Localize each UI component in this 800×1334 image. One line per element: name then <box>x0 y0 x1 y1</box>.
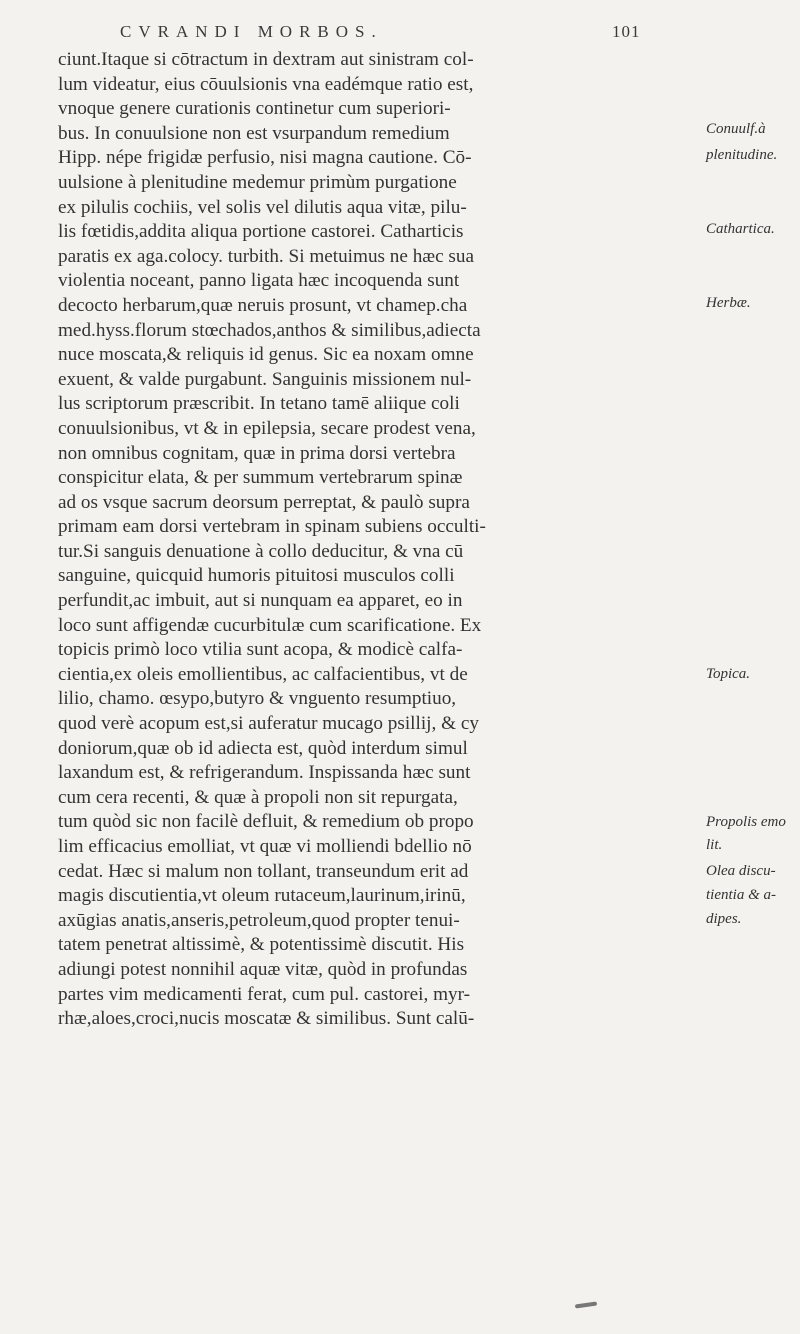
margin-note-propolis: Propolis emo <box>706 814 786 830</box>
text-line: non omnibus cognitam, quæ in prima dorsi vertebra <box>58 442 456 464</box>
text-line: perfundit,ac imbuit, aut si nunquam ea apparet, eo in <box>58 590 463 612</box>
text-line: ciunt.Itaque si cōtractum in dextram aut sinistram col- <box>58 49 474 70</box>
margin-note-propolis-cont: lit. <box>706 837 723 853</box>
margin-note-conuulsio: Conuulf.à <box>706 121 766 137</box>
text-line: conspicitur elata, & per summum vertebrarum spinæ <box>58 467 463 489</box>
text-line: doniorum,quæ ob id adiecta est, quòd interdum simul <box>58 737 468 759</box>
text-line: uulsione à plenitudine medemur primùm purgatione <box>58 171 457 193</box>
text-line: lim efficacius emolliat, vt quæ vi molliendi bdellio nō <box>58 836 472 857</box>
text-line: cientia,ex oleis emollientibus, ac calfacientibus, vt de <box>58 663 468 685</box>
running-head: CVRANDI MORBOS. <box>120 22 383 41</box>
text-line: loco sunt affigendæ cucurbitulæ cum scarificatione. Ex <box>58 614 482 636</box>
text-line: laxandum est, & refrigerandum. Inspissanda hæc sunt <box>58 762 471 784</box>
text-line: sanguine, quicquid humoris pituitosi musculos colli <box>58 565 455 587</box>
margin-note-plenitudo: plenitudine. <box>706 147 778 163</box>
text-line: ex pilulis cochiis, vel solis vel dilutis aqua vitæ, pilu- <box>58 196 467 218</box>
text-line: lus scriptorum præscribit. In tetano tamē aliique coli <box>58 393 460 415</box>
text-line: med.hyss.florum stœchados,anthos & similibus,adiecta <box>58 319 481 341</box>
text-line: primam eam dorsi vertebram in spinam subiens occulti- <box>58 516 486 538</box>
text-line: conuulsionibus, vt & in epilepsia, secare prodest vena, <box>58 417 476 439</box>
text-line: quod verè acopum est,si auferatur mucago psillij, & cy <box>58 713 479 735</box>
text-line: violentia noceant, panno ligata hæc incoquenda sunt <box>58 270 460 292</box>
margin-note-cathartica: Cathartica. <box>706 221 775 237</box>
text-line: rhæ,aloes,croci,nucis moscatæ & similibus. Sunt calū- <box>58 1008 475 1030</box>
margin-note-olea-cont: tientia & a- <box>706 887 776 903</box>
text-line: ad os vsque sacrum deorsum perreptat, & paulò supra <box>58 491 470 513</box>
text-line: axūgias anatis,anseris,petroleum,quod propter tenui- <box>58 909 460 931</box>
margin-note-herba: Herbæ. <box>706 295 751 311</box>
text-line: decocto herbarum,quæ neruis prosunt, vt chamep.cha <box>58 294 468 316</box>
text-line: nuce moscata,& reliquis id genus. Sic ea noxam omne <box>58 344 474 366</box>
text-line: vnoque genere curationis continetur cum superiori- <box>58 98 451 120</box>
text-line: lum videatur, eius cōuulsionis vna eadémque ratio est, <box>58 73 474 95</box>
text-line: cedat. Hæc si malum non tollant, transeundum erit ad <box>58 860 469 882</box>
text-line: partes vim medicamenti ferat, cum pul. castorei, myr- <box>58 983 470 1005</box>
text-line: tum quòd sic non facilè defluit, & remedium ob propo <box>58 811 474 833</box>
text-line: Hipp. népe frigidæ perfusio, nisi magna cautione. Cō- <box>58 147 472 169</box>
body-text <box>58 48 698 1032</box>
text-line: lilio, chamo. œsypo,butyro & vnguento resumptiuo, <box>58 688 457 710</box>
text-line: bus. In conuulsione non est vsurpandum remedium <box>58 122 450 144</box>
text-line: magis discutientia,vt oleum rutaceum,laurinum,irinū, <box>58 885 466 907</box>
text-line: exuent, & valde purgabunt. Sanguinis missionem nul- <box>58 368 472 390</box>
margin-note-topica: Topica. <box>706 666 751 682</box>
page-number: 101 <box>612 22 641 41</box>
catchword-mark <box>575 1301 597 1308</box>
text-line: tatem penetrat altissimè, & potentissimè discutit. His <box>58 934 465 956</box>
text-line: cum cera recenti, & quæ à propoli non sit repurgata, <box>58 786 458 808</box>
text-line: adiungi potest nonnihil aquæ vitæ, quòd in profundas <box>58 958 468 980</box>
text-line: tur.Si sanguis denuatione à collo deducitur, & vna cū <box>58 540 464 562</box>
margin-note-olea-end: dipes. <box>706 911 742 927</box>
text-line: topicis primò loco vtilia sunt acopa, & modicè calfa- <box>58 639 463 661</box>
text-line: lis fœtidis,addita aliqua portione castorei. Catharticis <box>58 221 464 243</box>
margin-note-olea: Olea discu- <box>706 863 776 879</box>
text-line: paratis ex aga.colocy. turbith. Si metuimus ne hæc sua <box>58 245 474 267</box>
